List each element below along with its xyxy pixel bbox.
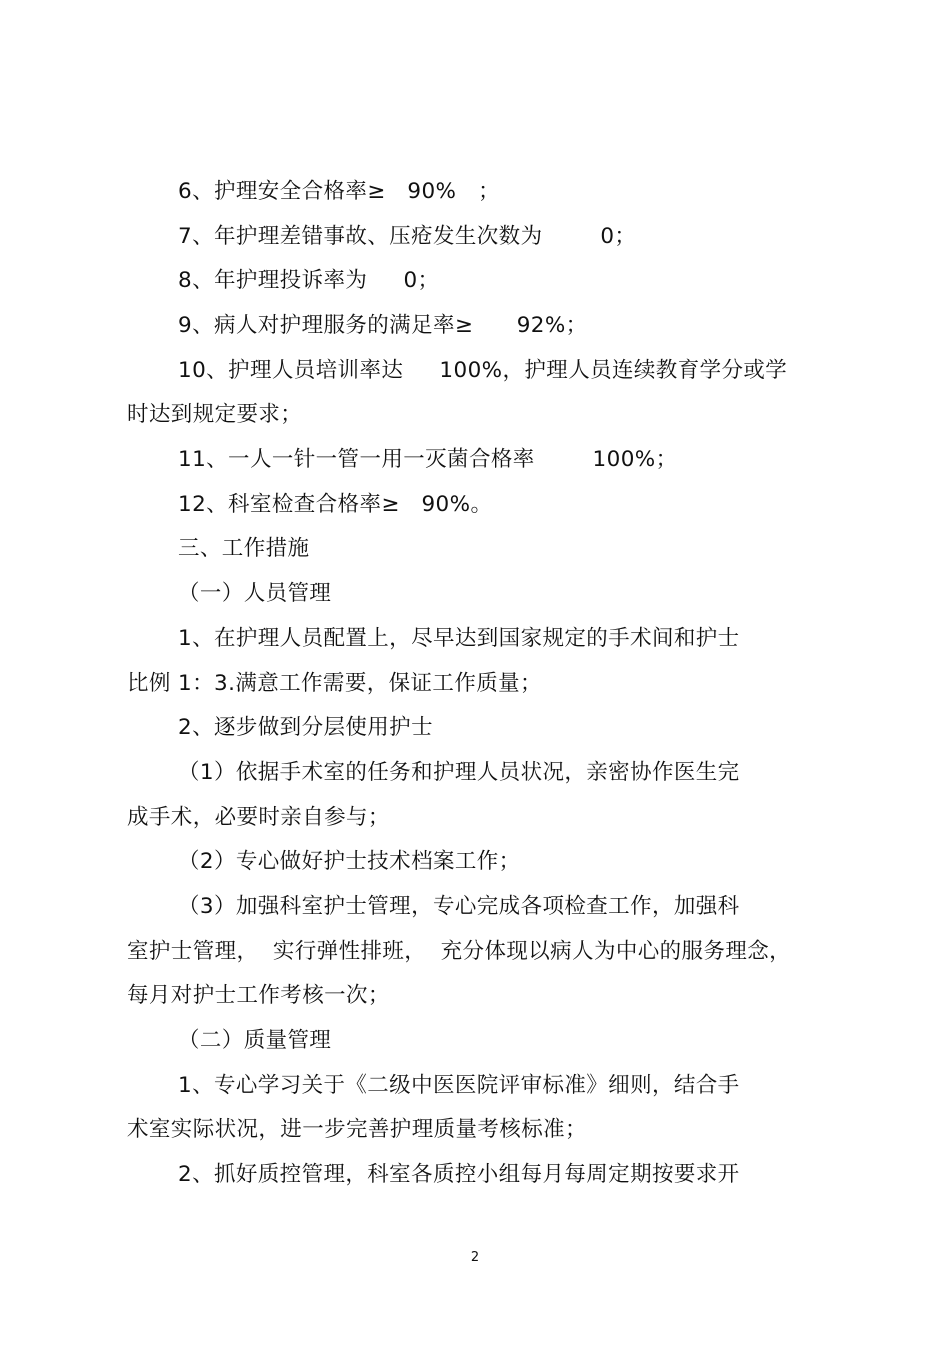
subsection-heading: （二）质量管理: [178, 1028, 332, 1053]
text-line: （3）加强科室护士管理，专心完成各项检查工作，加强科: [178, 894, 740, 919]
text-line: 比例 1：3.满意工作需要，保证工作质量；: [127, 671, 542, 696]
text-line: 1、在护理人员配置上，尽早达到国家规定的手术间和护士: [178, 626, 740, 651]
text-line: 每月对护士工作考核一次；: [127, 983, 390, 1008]
text-line: 12、科室检查合格率≥ 90%。: [178, 492, 493, 517]
text-line: 7、年护理差错事故、压疮发生次数为 0；: [178, 224, 637, 249]
text-line: （1）依据手术室的任务和护理人员状况，亲密协作医生完: [178, 760, 740, 785]
text-line: 术室实际状况，进一步完善护理质量考核标准；: [127, 1117, 587, 1142]
subsection-heading: （一）人员管理: [178, 581, 332, 606]
text-line: 11、一人一针一管一用一灭菌合格率 100%；: [178, 447, 678, 472]
text-line: 1、专心学习关于《二级中医医院评审标准》细则，结合手: [178, 1073, 740, 1098]
text-line: 室护士管理， 实行弹性排班， 充分体现以病人为中心的服务理念，: [127, 939, 792, 964]
text-line: （2）专心做好护士技术档案工作；: [178, 849, 521, 874]
text-line: 时达到规定要求；: [127, 402, 303, 427]
text-line: 2、抓好质控管理，科室各质控小组每月每周定期按要求开: [178, 1162, 740, 1187]
text-line: 10、护理人员培训率达 100%，护理人员连续教育学分或学: [178, 358, 788, 383]
text-line: 成手术，必要时亲自参与；: [127, 805, 390, 830]
page-number: 2: [470, 1250, 480, 1265]
section-heading: 三、工作措施: [178, 536, 310, 561]
text-line: 8、年护理投诉率为 0；: [178, 268, 440, 293]
text-line: 2、逐步做到分层使用护士: [178, 715, 433, 740]
text-line: 6、护理安全合格率≥ 90% ；: [178, 179, 500, 204]
text-line: 9、病人对护理服务的满足率≥ 92%；: [178, 313, 588, 338]
